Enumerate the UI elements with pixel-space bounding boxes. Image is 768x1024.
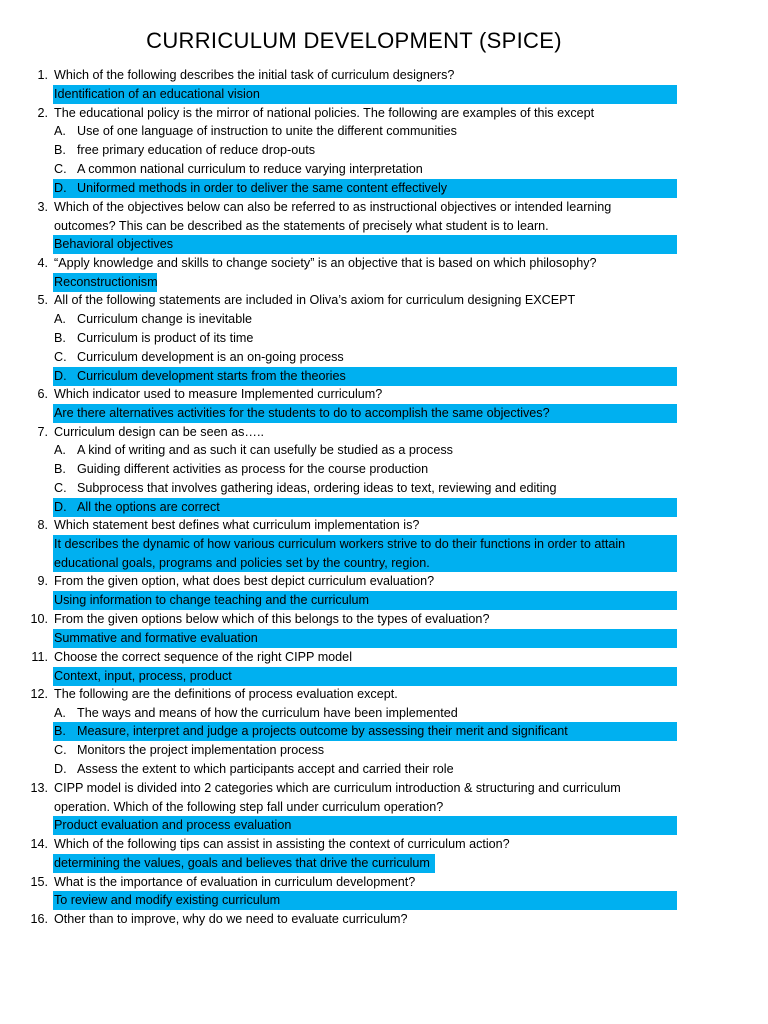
question-number: 13. [30,781,48,795]
answer-text: Product evaluation and process evaluation [54,818,292,832]
option-letter: B. [54,143,66,157]
option-text: Use of one language of instruction to unite the different communities [77,124,457,138]
option-text: All the options are correct [77,500,220,514]
question-text: Which of the objectives below can also be referred to as instructional objectives or intended learning [54,200,612,214]
page-title: CURRICULUM DEVELOPMENT (SPICE) [146,28,562,53]
option-letter: A. [54,312,66,326]
answer-text: educational goals, programs and policies set by the country, region. [54,556,430,570]
option-letter: B. [54,331,66,345]
option-letter: C. [54,162,67,176]
answer-text: Behavioral objectives [54,237,174,251]
answer-text: It describes the dynamic of how various curriculum workers strive to do their functions in order to attain [54,537,626,551]
question-number: 6. [37,387,48,401]
question-number: 9. [37,574,48,588]
answer-text: Summative and formative evaluation [54,631,258,645]
option-letter: D. [54,762,67,776]
option-letter: D. [54,369,67,383]
option-letter: B. [54,724,66,738]
question-text: The educational policy is the mirror of national policies. The following are examples of this except [54,106,595,120]
option-letter: A. [54,124,66,138]
question-number: 14. [30,837,48,851]
question-number: 8. [37,518,48,532]
question-text: outcomes? This can be described as the statements of precisely what student is to learn. [54,219,549,233]
answer-text: Identification of an educational vision [54,87,260,101]
answer-text: determining the values, goals and believes that drive the curriculum [54,856,430,870]
question-text: From the given option, what does best depict curriculum evaluation? [54,574,435,588]
question-number: 16. [30,912,48,926]
option-letter: C. [54,743,67,757]
question-text: Choose the correct sequence of the right CIPP model [54,650,352,664]
option-text: Measure, interpret and judge a projects outcome by assessing their merit and significant [77,724,568,738]
option-letter: A. [54,443,66,457]
option-letter: C. [54,481,67,495]
question-text: CIPP model is divided into 2 categories which are curriculum introduction & structuring and curriculum [54,781,621,795]
option-text: free primary education of reduce drop-outs [77,143,316,157]
option-text: Monitors the project implementation process [77,743,325,757]
option-text: Curriculum is product of its time [77,331,254,345]
answer-text: Using information to change teaching and the curriculum [54,593,370,607]
option-letter: D. [54,181,67,195]
question-text: What is the importance of evaluation in curriculum development? [54,875,416,889]
question-number: 2. [37,106,48,120]
question-number: 3. [37,200,48,214]
option-letter: C. [54,350,67,364]
question-text: Which indicator used to measure Implemented curriculum? [54,387,383,401]
question-number: 10. [30,612,48,626]
answer-text: To review and modify existing curriculum [54,893,281,907]
option-text: Curriculum development is an on-going process [77,350,344,364]
question-number: 4. [37,256,48,270]
question-number: 15. [30,875,48,889]
answer-text: Are there alternatives activities for the students to do to accomplish the same objectives? [54,406,550,420]
answer-text: Context, input, process, product [54,669,232,683]
option-text: Guiding different activities as process for the course production [77,462,429,476]
option-letter: A. [54,706,66,720]
option-letter: D. [54,500,67,514]
question-text: operation. Which of the following step fall under curriculum operation? [54,800,444,814]
question-text: The following are the definitions of process evaluation except. [54,687,398,701]
question-text: Curriculum design can be seen as….. [54,425,264,439]
question-text: Which statement best defines what curriculum implementation is? [54,518,420,532]
option-text: A common national curriculum to reduce varying interpretation [77,162,423,176]
option-text: Uniformed methods in order to deliver the same content effectively [77,181,448,195]
option-text: The ways and means of how the curriculum have been implemented [77,706,458,720]
question-number: 7. [37,425,48,439]
question-text: From the given options below which of this belongs to the types of evaluation? [54,612,490,626]
option-text: Assess the extent to which participants accept and carried their role [77,762,454,776]
option-text: Curriculum development starts from the theories [77,369,346,383]
question-text: Other than to improve, why do we need to evaluate curriculum? [54,912,408,926]
question-text: All of the following statements are included in Oliva’s axiom for curriculum designing EXCEPT [54,293,576,307]
question-text: Which of the following tips can assist in assisting the context of curriculum action? [54,837,510,851]
option-text: Subprocess that involves gathering ideas, ordering ideas to text, reviewing and editing [77,481,557,495]
question-number: 1. [37,68,48,82]
question-number: 12. [30,687,48,701]
question-text: “Apply knowledge and skills to change society” is an objective that is based on which philosophy? [54,256,597,270]
option-text: Curriculum change is inevitable [77,312,252,326]
option-text: A kind of writing and as such it can usefully be studied as a process [77,443,453,457]
option-letter: B. [54,462,66,476]
answer-text: Reconstructionism [54,275,158,289]
question-text: Which of the following describes the initial task of curriculum designers? [54,68,455,82]
question-number: 11. [31,650,48,664]
question-number: 5. [37,293,48,307]
